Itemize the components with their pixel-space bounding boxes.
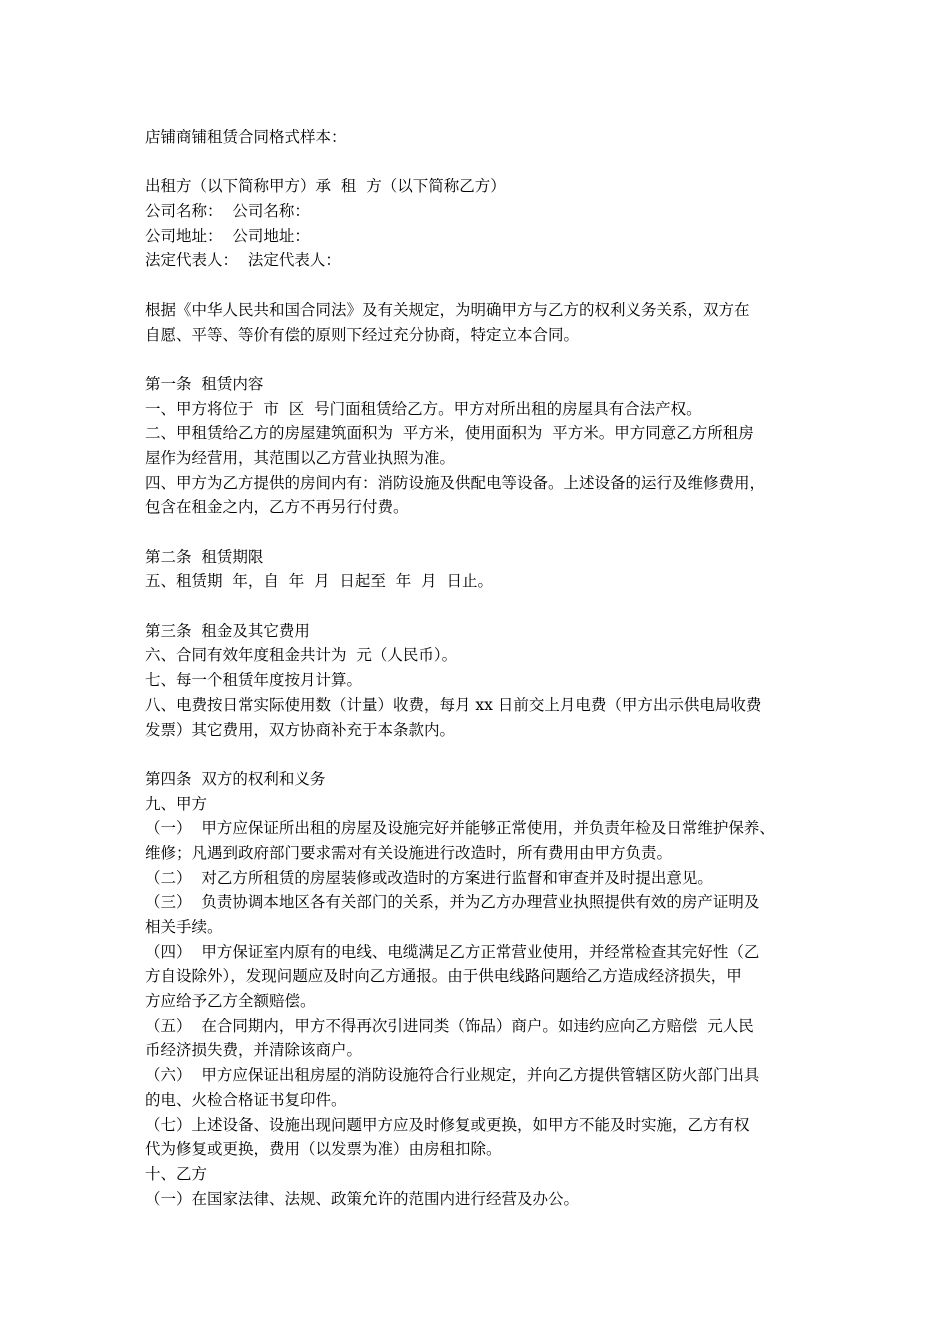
text-line: （一）在国家法律、法规、政策允许的范围内进行经营及办公。 [145,1189,580,1208]
text-line: （五） 在合同期内，甲方不得再次引进同类（饰品）商户。如违约应向乙方赔偿 元人民 [145,1016,754,1035]
text-line: 的电、火检合格证书复印件。 [145,1090,347,1109]
text-line: 第三条 租金及其它费用 [145,621,310,640]
text-line: 发票）其它费用，双方协商补充于本条款内。 [145,720,456,739]
text-line: 屋作为经营用，其范围以乙方营业执照为准。 [145,448,456,467]
text-line: 方自设除外），发现问题应及时向乙方通报。由于供电线路问题给乙方造成经济损失，甲 [145,967,742,986]
document-title: 店铺商铺租赁合同格式样本： [145,128,347,146]
text-line: 一、甲方将位于 市 区 号门面租赁给乙方。甲方对所出租的房屋具有合法产权。 [145,399,702,418]
text-line: （二） 对乙方所租赁的房屋装修或改造时的方案进行监督和审查并及时提出意见。 [145,868,713,887]
text-line: （六） 甲方应保证出租房屋的消防设施符合行业规定，并向乙方提供管辖区防火部门出具 [145,1066,760,1085]
text-line: （三） 负责协调本地区各有关部门的关系，并为乙方办理营业执照提供有效的房产证明及 [145,893,760,912]
text-line: 二、甲租赁给乙方的房屋建筑面积为 平方米，使用面积为 平方米。甲方同意乙方所租房 [145,424,754,443]
text-line: 法定代表人： 法定代表人： [145,251,341,270]
text-line: 第二条 租赁期限 [145,547,264,566]
text-line: 六、合同有效年度租金共计为 元（人民币）。 [145,646,458,665]
text-line: 维修；凡遇到政府部门要求需对有关设施进行改造时，所有费用由甲方负责。 [145,843,673,862]
text-line: 八、电费按日常实际使用数（计量）收费，每月 xx 日前交上月电费（甲方出示供电局收费 [145,695,762,714]
text-line: 相关手续。 [145,918,223,936]
text-line: 出租方（以下简称甲方）承 租 方（以下简称乙方） [145,177,506,196]
text-line: 九、甲方 [145,794,208,813]
text-line: 公司名称： 公司名称： [145,202,310,221]
text-line: 四、甲方为乙方提供的房间内有：消防设施及供配电等设备。上述设备的运行及维修费用， [145,473,766,492]
text-line: （一） 甲方应保证所出租的房屋及设施完好并能够正常使用，并负责年检及日常维护保养、 [145,819,775,838]
text-line: 代为修复或更换，费用（以发票为准）由房租扣除。 [145,1140,502,1159]
text-line: 第四条 双方的权利和义务 [145,769,326,788]
blank-line [145,150,835,175]
blank-line [145,347,835,372]
text-line: 根据《中华人民共和国合同法》及有关规定，为明确甲方与乙方的权利义务关系，双方在 [145,300,750,319]
text-line: 包含在租金之内，乙方不再另行付费。 [145,498,409,517]
text-line: （四） 甲方保证室内原有的电线、电缆满足乙方正常营业使用，并经常检查其完好性（乙 [145,942,760,961]
text-line: 自愿、平等、等价有偿的原则下经过充分协商，特定立本合同。 [145,325,580,344]
blank-line [145,520,835,545]
text-line: 十、乙方 [145,1164,208,1183]
blank-line [145,742,835,767]
text-line: 币经济损失费，并清除该商户。 [145,1041,363,1060]
text-line: （七）上述设备、设施出现问题甲方应及时修复或更换，如甲方不能及时实施，乙方有权 [145,1115,750,1134]
blank-line [145,273,835,298]
text-line: 第一条 租赁内容 [145,374,264,393]
blank-line [145,594,835,619]
text-line: 方应给予乙方全额赔偿。 [145,992,316,1011]
text-line: 公司地址： 公司地址： [145,226,310,245]
text-line: 五、租赁期 年，自 年 月 日起至 年 月 日止。 [145,572,493,591]
text-line: 七、每一个租赁年度按月计算。 [145,671,363,690]
document-body [145,125,835,1211]
